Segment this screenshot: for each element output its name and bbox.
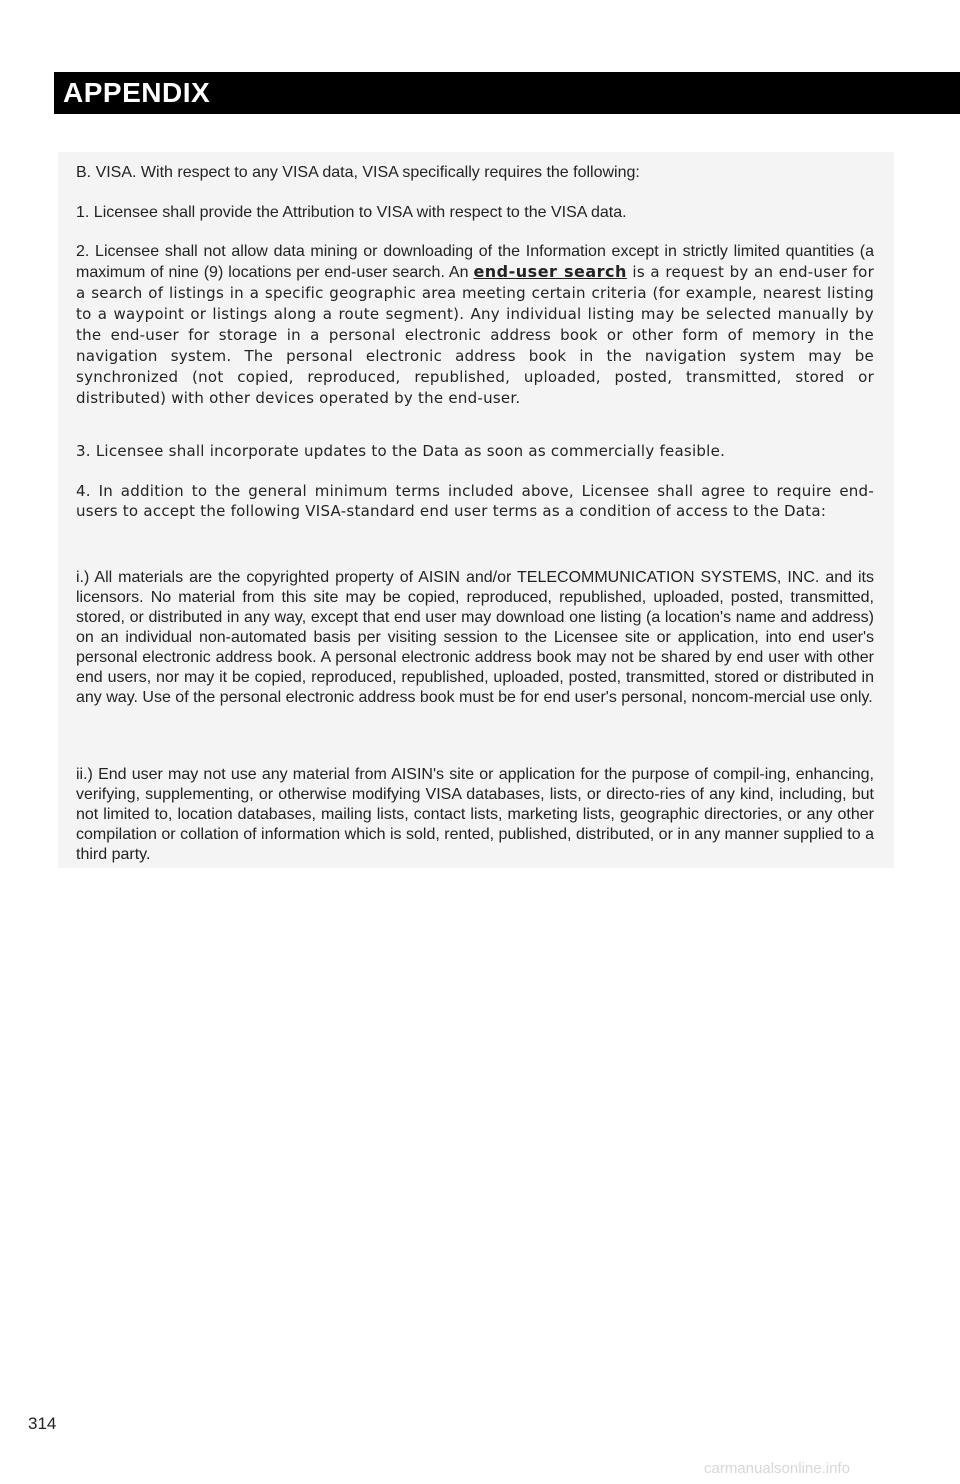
item-2-intro: 2. Licensee shall not allow data mining or downloading of the Information except in strictly limited quantities (a maximum of nine (9) locations per end-user search. An <box>76 243 874 281</box>
end-user-search-keyword: end-user search <box>473 262 627 281</box>
page-title: APPENDIX <box>63 77 211 108</box>
content-box <box>58 152 894 868</box>
page-number: 314 <box>28 1414 57 1433</box>
term-ii: ii.) End user may not use any material from AISIN's site or application for the purpose of compil-ing, enhancing, verifying, supplementing, or otherwise modifying VISA databases, lists, or directo-ries of any kind, including, but not limited to, location databases, mailing lists, contact lists, marketing lists, geographic directories, or any other compilation or collation of information which is sold, rented, published, distributed, or in any manner supplied to a third party. <box>76 766 874 863</box>
item-4: 4. In addition to the general minimum terms included above, Licensee shall agree to require end-users to accept the following VISA-standard end user terms as a condition of access to the Data: <box>76 482 874 520</box>
watermark-text: carmanualsonline.info <box>704 1460 850 1477</box>
item-2 <box>76 242 874 409</box>
term-i: i.) All materials are the copyrighted property of AISIN and/or TELECOMMUNICATION SYSTEMS, INC. and its licensors. No material from this site may be copied, reproduced, republished, uploaded, posted, transmitted, stored, or distributed in any way, except that end user may download one listing (a location's name and address) on an individual non-automated basis per visiting session to the Licensee site or application, into end user's personal electronic address book. A personal electronic address book may not be shared by end user with other end users, nor may it be copied, reproduced, republished, uploaded, posted, transmitted, stored or distributed in any way. Use of the personal electronic address book must be for end user's personal, noncom-mercial use only. <box>76 569 874 706</box>
item-3: 3. Licensee shall incorporate updates to the Data as soon as commercially feasible. <box>76 442 726 460</box>
item-2-rest: is a request by an end-user for a search of listings in a specific geographic area meeting certain criteria (for example, nearest listing to a waypoint or listings along a route segment). Any individual listing may be selected manually by the end-user for storage in a personal electronic address book or other form of memory in the navigation system. The personal electronic address book in the navigation system may be synchronized (not copied, reproduced, republished, uploaded, posted, transmitted, stored or distributed) with other devices operated by the end-user. <box>76 263 874 407</box>
header-bar <box>54 72 960 114</box>
section-b-heading: B. VISA. With respect to any VISA data, VISA specifically requires the following: <box>76 164 640 181</box>
item-1: 1. Licensee shall provide the Attribution to VISA with respect to the VISA data. <box>76 204 627 221</box>
